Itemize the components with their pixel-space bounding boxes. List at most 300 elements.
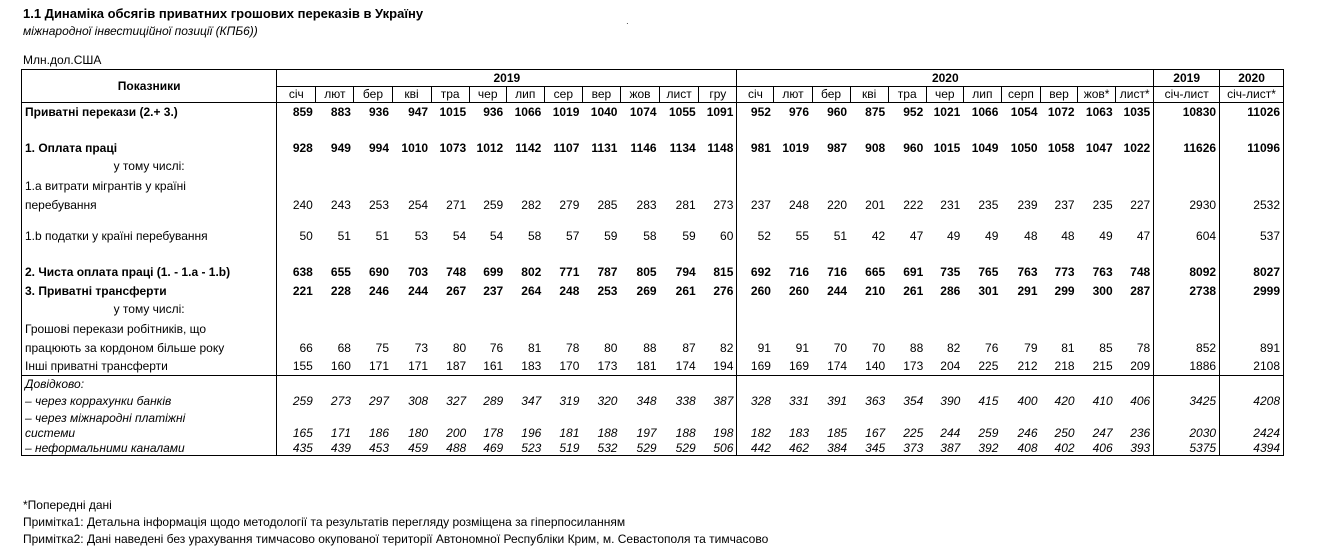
cell-value: [774, 158, 812, 175]
cell-value: 286: [940, 284, 961, 298]
cell-value: [1116, 318, 1154, 340]
cell-value: [660, 376, 699, 393]
cell-value: 410: [1092, 394, 1113, 408]
cell-value: 1066: [963, 103, 1001, 122]
cell-value: [1078, 158, 1116, 175]
cell-value: [1001, 301, 1040, 318]
cell-value: 160: [330, 358, 351, 373]
cell-value: 716: [827, 265, 848, 279]
cell-value: 1015: [933, 141, 961, 155]
table-row: [22, 122, 1284, 139]
cell-value: [582, 175, 620, 197]
cell-value: [1116, 122, 1154, 139]
cell-value: [582, 214, 620, 228]
cell-value: 345: [850, 441, 888, 456]
cell-value: 237: [750, 198, 771, 212]
cell-value: 254: [408, 198, 429, 212]
table-row: [22, 158, 1284, 175]
unit-label: Млн.дол.США: [23, 53, 102, 67]
cell-value: 235: [978, 198, 999, 212]
cell-value: 299: [1054, 284, 1075, 298]
cell-value: [1001, 175, 1040, 197]
cell-value: 384: [812, 441, 850, 456]
cell-value: [812, 301, 850, 318]
cell-value: 47: [1116, 228, 1154, 245]
cell-value: 235: [1092, 198, 1113, 212]
cell-value: [469, 301, 506, 318]
remittances-table: [21, 69, 1284, 456]
cell-value: 459: [392, 441, 431, 456]
cell-value: 960: [903, 141, 924, 155]
cell-value: [963, 214, 1001, 228]
cell-value: [1116, 175, 1154, 197]
cell-value: [1001, 376, 1040, 393]
cell-value: [1220, 318, 1284, 340]
cell-value: [354, 410, 392, 426]
cell-value: 987: [827, 141, 848, 155]
header-month-2019: вер: [582, 86, 620, 103]
cell-value: [392, 122, 431, 139]
cell-value: 253: [368, 198, 389, 212]
cell-value: [354, 376, 392, 393]
header-month-2020: лют: [774, 86, 812, 103]
cell-value: 319: [559, 394, 580, 408]
cell-value: 50: [299, 229, 313, 243]
cell-value: 218: [1054, 358, 1075, 373]
row-label: у тому числі:: [22, 301, 277, 318]
cell-value: [1116, 245, 1154, 263]
cell-value: 523: [506, 441, 544, 456]
cell-value: [354, 318, 392, 340]
cell-value: [699, 245, 737, 263]
cell-value: 1134: [669, 141, 696, 155]
cell-value: 347: [521, 394, 542, 408]
cell-value: [660, 122, 699, 139]
cell-value: [1078, 376, 1116, 393]
cell-value: 735: [940, 265, 961, 279]
cell-value: [316, 318, 354, 340]
cell-value: 406: [1078, 441, 1116, 456]
cell-value: [1041, 175, 1078, 197]
cell-value: [1078, 214, 1116, 228]
cell-value: 981: [750, 141, 771, 155]
header-month-2019: бер: [354, 86, 392, 103]
cell-value: [544, 214, 582, 228]
cell-value: 301: [978, 284, 999, 298]
row-label: – через коррахунки банків: [22, 393, 277, 410]
cell-value: 1010: [401, 141, 429, 155]
cell-value: 11026: [1220, 103, 1284, 122]
cell-value: 453: [354, 441, 392, 456]
cell-value: [469, 245, 506, 263]
table-row: [22, 318, 1284, 340]
table-row: [22, 282, 1284, 301]
cell-value: [354, 301, 392, 318]
cell-value: 54: [489, 229, 504, 243]
cell-value: [1154, 214, 1220, 228]
cell-value: 691: [903, 265, 924, 279]
row-label: Довідково:: [22, 376, 277, 393]
cell-value: [963, 245, 1001, 263]
cell-value: 442: [737, 441, 774, 456]
cell-value: [277, 410, 316, 426]
cell-value: [620, 245, 659, 263]
cell-value: [774, 175, 812, 197]
cell-value: [431, 301, 469, 318]
cell-value: [1220, 410, 1284, 426]
cell-value: [1001, 158, 1040, 175]
cell-value: 55: [795, 229, 810, 243]
cell-value: [392, 175, 431, 197]
cell-value: 408: [1001, 441, 1040, 456]
cell-value: [1220, 301, 1284, 318]
cell-value: 1049: [971, 141, 999, 155]
cell-value: 51: [833, 229, 848, 243]
cell-value: 85: [1099, 341, 1113, 355]
cell-value: [506, 214, 544, 228]
cell-value: [1220, 175, 1284, 197]
cell-value: 188: [597, 426, 618, 440]
cell-value: [506, 122, 544, 139]
cell-value: [963, 410, 1001, 426]
cell-value: 271: [446, 198, 467, 212]
cell-value: [888, 245, 926, 263]
cell-value: [888, 214, 926, 228]
cell-value: 537: [1220, 228, 1284, 245]
row-label: 2. Чиста оплата праці (1. - 1.a - 1.b): [22, 263, 277, 282]
cell-value: [544, 318, 582, 340]
cell-value: 194: [699, 357, 737, 376]
row-label: Грошові перекази робітників, що: [22, 318, 277, 340]
cell-value: 58: [643, 229, 657, 243]
cell-value: 1019: [782, 141, 810, 155]
row-label: [22, 122, 277, 139]
cell-value: 178: [483, 426, 504, 440]
table-row: [22, 175, 1284, 197]
cell-value: 387: [926, 441, 963, 456]
cell-value: 805: [636, 265, 657, 279]
cell-value: [850, 301, 888, 318]
cell-value: 716: [789, 265, 810, 279]
cell-value: 173: [903, 358, 924, 373]
table-subtitle: міжнародної інвестиційної позиції (КПБ6)): [23, 24, 258, 38]
cell-value: 392: [963, 441, 1001, 456]
cell-value: [316, 376, 354, 393]
cell-value: 300: [1092, 284, 1113, 298]
cell-value: 260: [789, 284, 810, 298]
cell-value: 49: [946, 229, 961, 243]
cell-value: 88: [643, 341, 657, 355]
cell-value: [431, 410, 469, 426]
cell-value: [469, 376, 506, 393]
cell-value: 638: [292, 265, 313, 279]
cell-value: [1116, 214, 1154, 228]
cell-value: [812, 214, 850, 228]
row-label: системи: [22, 426, 277, 441]
cell-value: [392, 410, 431, 426]
cell-value: 1074: [620, 103, 659, 122]
cell-value: 198: [699, 426, 737, 441]
cell-value: [506, 175, 544, 197]
cell-value: [1154, 158, 1220, 175]
table-row: [22, 245, 1284, 263]
cell-value: 167: [865, 426, 886, 440]
cell-value: 287: [1116, 282, 1154, 301]
table-row: [22, 301, 1284, 318]
cell-value: 222: [903, 198, 924, 212]
cell-value: [1154, 175, 1220, 197]
cell-value: [277, 301, 316, 318]
cell-value: 435: [277, 441, 316, 456]
cell-value: [1154, 245, 1220, 263]
cell-value: 1886: [1154, 357, 1220, 376]
cell-value: [926, 318, 963, 340]
cell-value: 82: [699, 340, 737, 357]
cell-value: [1116, 376, 1154, 393]
cell-value: 291: [1017, 284, 1038, 298]
table-row: [22, 139, 1284, 158]
cell-value: 66: [299, 341, 313, 355]
cell-value: [699, 318, 737, 340]
cell-value: [1041, 245, 1078, 263]
cell-value: 400: [1017, 394, 1038, 408]
cell-value: 363: [865, 394, 886, 408]
row-label: 1.b податки у країні перебування: [22, 228, 277, 245]
cell-value: [316, 410, 354, 426]
cell-value: 1066: [506, 103, 544, 122]
cell-value: [1078, 301, 1116, 318]
cell-value: [850, 245, 888, 263]
cell-value: [660, 175, 699, 197]
cell-value: 261: [675, 284, 696, 298]
cell-value: [1041, 318, 1078, 340]
cell-value: [660, 245, 699, 263]
cell-value: [1078, 318, 1116, 340]
cell-value: 236: [1116, 426, 1154, 441]
cell-value: 1055: [660, 103, 699, 122]
cell-value: [469, 318, 506, 340]
cell-value: 748: [446, 265, 467, 279]
cell-value: 852: [1154, 340, 1220, 357]
cell-value: [316, 175, 354, 197]
cell-value: [544, 158, 582, 175]
cell-value: [431, 175, 469, 197]
cell-value: 174: [675, 358, 696, 373]
row-label: 1.a витрати мігрантів у країні: [22, 175, 277, 197]
cell-value: 1107: [553, 141, 580, 155]
cell-value: [926, 122, 963, 139]
cell-value: 68: [337, 341, 351, 355]
cell-value: [469, 122, 506, 139]
cell-value: 960: [812, 103, 850, 122]
row-label: 3. Приватні трансферти: [22, 282, 277, 301]
cell-value: [812, 376, 850, 393]
cell-value: 186: [368, 426, 389, 440]
cell-value: [699, 214, 737, 228]
cell-value: [1041, 122, 1078, 139]
cell-value: 8092: [1154, 263, 1220, 282]
cell-value: [926, 214, 963, 228]
cell-value: 10830: [1154, 103, 1220, 122]
cell-value: [620, 301, 659, 318]
cell-value: 2999: [1220, 282, 1284, 301]
cell-value: 269: [636, 284, 657, 298]
cell-value: 204: [940, 358, 961, 373]
cell-value: 2930: [1154, 197, 1220, 214]
cell-value: 221: [292, 284, 313, 298]
cell-value: [392, 318, 431, 340]
cell-value: 604: [1154, 228, 1220, 245]
header-month-2020: тра: [888, 86, 926, 103]
header-month-2020: жов*: [1078, 86, 1116, 103]
cell-value: 320: [597, 394, 618, 408]
cell-value: 247: [1092, 426, 1113, 440]
cell-value: 281: [675, 198, 696, 212]
cell-value: 196: [521, 426, 542, 440]
cell-value: [506, 410, 544, 426]
cell-value: 244: [940, 426, 961, 440]
cell-value: [774, 245, 812, 263]
row-label: Приватні перекази (2.+ 3.): [22, 103, 277, 122]
cell-value: 469: [469, 441, 506, 456]
cell-value: 248: [559, 284, 580, 298]
cell-value: 859: [277, 103, 316, 122]
cell-value: [1001, 318, 1040, 340]
cell-value: [277, 175, 316, 197]
cell-value: [1220, 376, 1284, 393]
cell-value: [888, 301, 926, 318]
cell-value: 78: [566, 341, 580, 355]
cell-value: 183: [789, 426, 810, 440]
cell-value: 665: [865, 265, 886, 279]
cell-value: [620, 318, 659, 340]
cell-value: 248: [789, 198, 810, 212]
cell-value: [888, 318, 926, 340]
cell-value: [544, 245, 582, 263]
cell-value: [469, 158, 506, 175]
cell-value: 60: [699, 228, 737, 245]
cell-value: [582, 376, 620, 393]
cell-value: [1041, 158, 1078, 175]
cell-value: [1116, 410, 1154, 426]
cell-value: [544, 122, 582, 139]
cell-value: 1015: [431, 103, 469, 122]
cell-value: 75: [375, 341, 389, 355]
cell-value: 506: [699, 441, 737, 456]
cell-value: 88: [909, 341, 924, 355]
cell-value: 765: [978, 265, 999, 279]
cell-value: 81: [527, 341, 542, 355]
cell-value: 3425: [1154, 393, 1220, 410]
cell-value: 11096: [1220, 139, 1284, 158]
cell-value: [737, 245, 774, 263]
header-month-2020: серп: [1001, 86, 1040, 103]
cell-value: 2424: [1220, 426, 1284, 441]
cell-value: [392, 158, 431, 175]
cell-value: [1078, 245, 1116, 263]
cell-value: [469, 410, 506, 426]
cell-value: 244: [827, 284, 848, 298]
header-month-2019: лист: [660, 86, 699, 103]
cell-value: 171: [368, 358, 389, 373]
cell-value: [431, 376, 469, 393]
cell-value: 529: [660, 441, 699, 456]
cell-value: [1116, 301, 1154, 318]
cell-value: 57: [566, 229, 580, 243]
table-row: [22, 441, 1284, 456]
header-month-2019: сер: [544, 86, 582, 103]
cell-value: [1220, 122, 1284, 139]
cell-value: [963, 175, 1001, 197]
cell-value: [737, 214, 774, 228]
cell-value: [354, 214, 392, 228]
cell-value: [431, 318, 469, 340]
cell-value: [850, 158, 888, 175]
cell-value: [926, 376, 963, 393]
cell-value: 91: [795, 341, 810, 355]
cell-value: 891: [1220, 340, 1284, 357]
row-label: – неформальними каналами: [22, 441, 277, 456]
cell-value: 273: [699, 197, 737, 214]
cell-value: 140: [865, 358, 886, 373]
header-month-2020: лист*: [1116, 86, 1154, 103]
cell-value: 354: [903, 394, 924, 408]
cell-value: [277, 158, 316, 175]
cell-value: [620, 410, 659, 426]
cell-value: [963, 376, 1001, 393]
cell-value: 289: [483, 394, 504, 408]
cell-value: 155: [292, 358, 313, 373]
cell-value: 53: [414, 229, 429, 243]
cell-value: 787: [597, 265, 618, 279]
cell-value: 748: [1116, 263, 1154, 282]
cell-value: 802: [521, 265, 542, 279]
cell-value: 185: [827, 426, 848, 440]
cell-value: 80: [604, 341, 618, 355]
cell-value: 391: [827, 394, 848, 408]
cell-value: 70: [871, 341, 886, 355]
cell-value: 47: [909, 229, 924, 243]
cell-value: [850, 376, 888, 393]
cell-value: 73: [414, 341, 429, 355]
row-label: перебування: [22, 197, 277, 214]
cell-value: 4394: [1220, 441, 1284, 456]
cell-value: 771: [559, 265, 580, 279]
header-month-2019: тра: [431, 86, 469, 103]
cell-value: 348: [636, 394, 657, 408]
cell-value: 174: [827, 358, 848, 373]
cell-value: 393: [1116, 441, 1154, 456]
header-month-2019: гру: [699, 86, 737, 103]
cell-value: 773: [1054, 265, 1075, 279]
cell-value: 331: [789, 394, 810, 408]
header-indicators: Показники: [22, 70, 277, 103]
cell-value: [812, 175, 850, 197]
cell-value: [582, 318, 620, 340]
cell-value: 51: [375, 229, 389, 243]
cell-value: [316, 214, 354, 228]
cell-value: 1142: [515, 141, 542, 155]
cell-value: [506, 318, 544, 340]
cell-value: 1148: [699, 139, 737, 158]
cell-value: 462: [774, 441, 812, 456]
cell-value: 1047: [1085, 141, 1113, 155]
cell-value: 273: [330, 394, 351, 408]
cell-value: 420: [1054, 394, 1075, 408]
cell-value: 169: [750, 358, 771, 373]
table-row: [22, 426, 1284, 441]
cell-value: [737, 410, 774, 426]
